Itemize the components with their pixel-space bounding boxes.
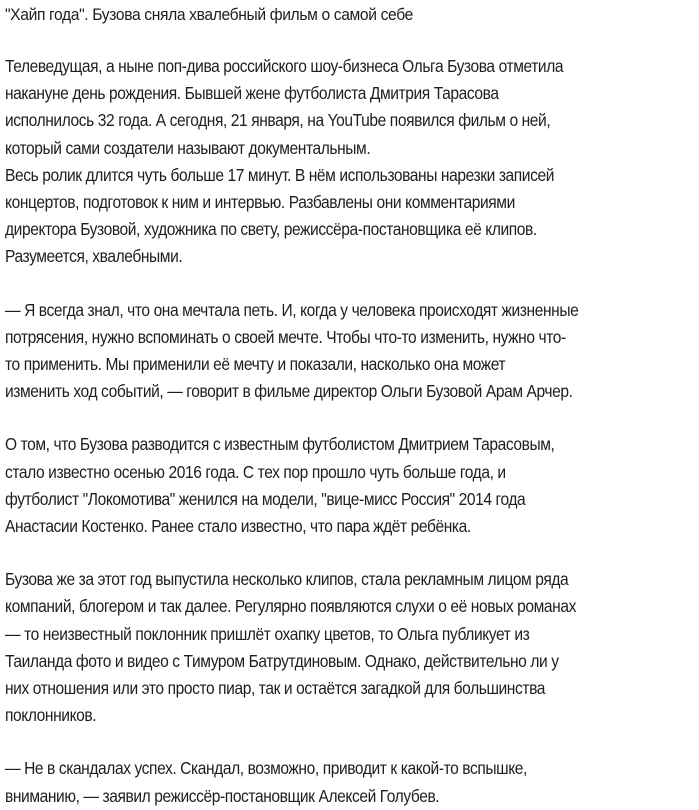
text-line: компаний, блогером и так далее. Регулярно появляются слухи о её новых романах [5,596,576,617]
text-line: директора Бузовой, художника по свету, режиссёра-постановщика её клипов. [5,219,537,240]
text-line: потрясения, нужно вспоминать о своей мечте. Чтобы что-то изменить, нужно что- [5,326,566,347]
paragraph-year-summary [5,566,693,729]
text-line: Разумеется, хвалебными. [5,246,183,267]
paragraph-quote-golubev [5,755,693,809]
text-line: который сами создатели называют документальным. [5,137,371,158]
article-title: "Хайп года". Бузова сняла хвалебный фильм о самой себе [5,5,413,24]
text-line: Весь ролик длится чуть больше 17 минут. В нём использованы нарезки записей [5,164,554,185]
text-line: стало известно осенью 2016 года. С тех пор прошло чуть больше года, и [5,461,506,482]
text-line: исполнилось 32 года. А сегодня, 21 января, на YouTube появился фильм о ней, [5,110,551,131]
text-line: Таиланда фото и видео с Тимуром Батрутдиновым. Однако, действительно ли у [5,650,559,671]
text-line: — Я всегда знал, что она мечтала петь. И, когда у человека происходят жизненные [5,299,579,320]
text-line: Телеведущая, а ныне поп-дива российского шоу-бизнеса Ольга Бузова отметила [5,56,564,76]
text-line: них отношения или это просто пиар, так и остаётся загадкой для большинства [5,678,546,699]
text-line: О том, что Бузова разводится с известным футболистом Дмитрием Тарасовым, [5,434,555,455]
text-line: вниманию, — заявил режиссёр-постановщик Алексей Голубев. [5,785,440,806]
text-line: концертов, подготовок к ним и интервью. Разбавлены они комментариями [5,192,515,213]
text-line: Анастасии Костенко. Ранее стало известно, что пара ждёт ребёнка. [5,516,471,537]
text-line: — то неизвестный поклонник пришлёт охапку цветов, то Ольга публикует из [5,623,530,644]
paragraph-intro [5,53,693,271]
paragraph-divorce [5,431,693,540]
text-line: накануне день рождения. Бывшей жене футболиста Дмитрия Тарасова [5,83,499,104]
paragraph-quote-director [5,297,693,406]
text-line: изменить ход событий, — говорит в фильме директор Ольги Бузовой Арам Арчер. [5,381,573,402]
text-line: Бузова же за этот год выпустила несколько клипов, стала рекламным лицом ряда [5,569,569,590]
text-line: то применить. Мы применили её мечту и показали, насколько она может [5,354,506,375]
text-line: поклонников. [5,705,97,726]
text-line: футболист "Локомотива" женился на модели, "вице-мисс Россия" 2014 года [5,488,526,509]
text-line: — Не в скандалах успех. Скандал, возможно, приводит к какой-то вспышке, [5,758,527,779]
